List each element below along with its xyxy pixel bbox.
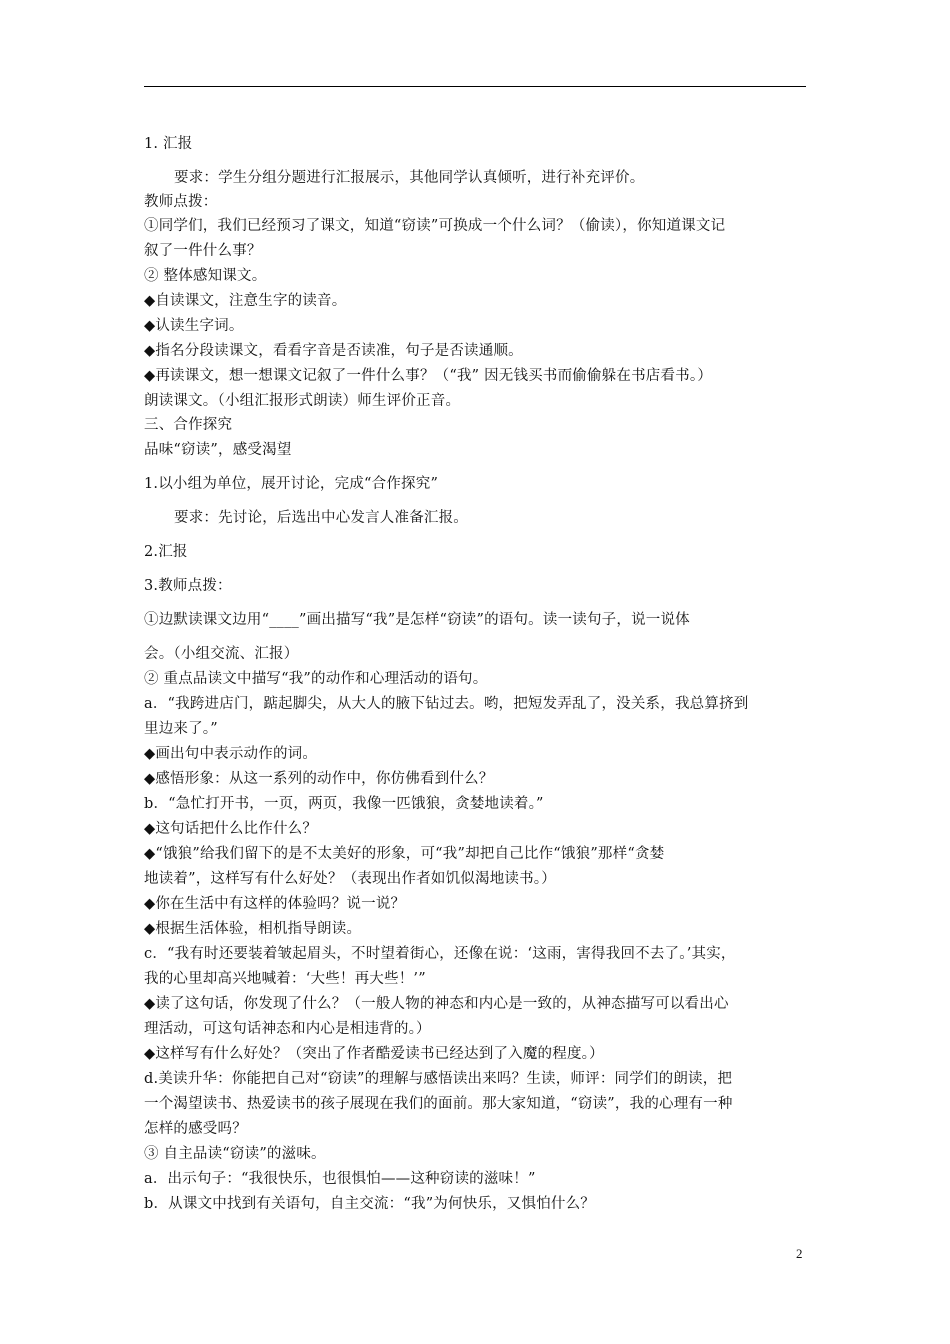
text-line: 我的心里却高兴地喊着：‘大些！再大些！’” <box>144 971 426 987</box>
text-line: b．从课文中找到有关语句，自主交流：“我”为何快乐，又惧怕什么？ <box>144 1196 596 1212</box>
text-line: a．“我跨进店门，踮起脚尖，从大人的腋下钻过去。哟，把短发弄乱了，没关系，我总算挤到 <box>144 696 749 712</box>
text-line: 一个渴望读书、热爱读书的孩子展现在我们的面前。那大家知道，“窃读”，我的心理有一种 <box>144 1096 733 1112</box>
text-line: 叙了一件什么事？ <box>144 243 262 259</box>
teacher-guidance-label: 教师点拨： <box>144 194 218 210</box>
bullet-item: ◆这句话把什么比作什么？ <box>144 821 318 837</box>
text-line: ② 重点品读文中描写“我”的动作和心理活动的语句。 <box>144 671 488 687</box>
text-line: 3.教师点拨： <box>144 578 232 594</box>
text-line: c．“我有时还要装着皱起眉头，不时望着街心，还像在说：‘这雨，害得我回不去了。’其实， <box>144 946 736 962</box>
bullet-item: ◆认读生字词。 <box>144 318 244 334</box>
header-rule <box>144 86 806 87</box>
text-line: 地读着”，这样写有什么好处？（表现出作者如饥似渴地读书。） <box>144 871 556 887</box>
text-line: 朗读课文。（小组汇报形式朗读）师生评价正音。 <box>144 393 461 409</box>
bullet-item: ◆“饿狼”给我们留下的是不太美好的形象，可“我”却把自己比作“饿狼”那样“贪婪 <box>144 846 665 862</box>
text-line: ①同学们，我们已经预习了课文，知道“窃读”可换成一个什么词？（偷读），你知道课文记 <box>144 218 726 234</box>
text-line: 理活动，可这句话神态和内心是相违背的。） <box>144 1021 431 1037</box>
text-line: 怎样的感受吗？ <box>144 1121 247 1137</box>
text-line: 里边来了。” <box>144 721 218 737</box>
requirement-text: 要求：先讨论，后选出中心发言人准备汇报。 <box>174 510 468 526</box>
page-number: 2 <box>796 1246 803 1261</box>
bullet-item: ◆自读课文，注意生字的读音。 <box>144 293 347 309</box>
bullet-item: ◆画出句中表示动作的词。 <box>144 746 318 762</box>
text-line: b．“急忙打开书，一页，两页，我像一匹饿狼，贪婪地读着。” <box>144 796 544 812</box>
text-line: ①边默读课文边用“____”画出描写“我”是怎样“窃读”的语句。读一读句子，说一说体 <box>144 612 690 628</box>
text-line: 品味“窃读”，感受渴望 <box>144 442 292 458</box>
section-heading-report: 1. 汇报 <box>144 136 193 152</box>
section-heading-cooperative: 三、合作探究 <box>144 417 233 433</box>
bullet-item: ◆根据生活体验，相机指导朗读。 <box>144 921 362 937</box>
text-line: 会。（小组交流、汇报） <box>144 646 299 662</box>
bullet-item: ◆你在生活中有这样的体验吗？说一说？ <box>144 896 406 912</box>
text-line: a．出示句子：“我很快乐，也很惧怕——这种窃读的滋味！” <box>144 1171 536 1187</box>
bullet-item: ◆感悟形象：从这一系列的动作中，你仿佛看到什么？ <box>144 771 494 787</box>
bullet-item: ◆读了这句话，你发现了什么？（一般人物的神态和内心是一致的，从神态描写可以看出心 <box>144 996 729 1012</box>
text-line: 1.以小组为单位，展开讨论，完成“合作探究” <box>144 476 439 492</box>
text-line: ② 整体感知课文。 <box>144 268 267 284</box>
text-line: d.美读升华：你能把自己对“窃读”的理解与感悟读出来吗？生读，师评：同学们的朗读，把 <box>144 1071 733 1087</box>
text-line: 2.汇报 <box>144 544 188 560</box>
bullet-item: ◆指名分段读课文，看看字音是否读准，句子是否读通顺。 <box>144 343 523 359</box>
bullet-item: ◆这样写有什么好处？（突出了作者酷爱读书已经达到了入魔的程度。） <box>144 1046 604 1062</box>
requirement-text: 要求：学生分组分题进行汇报展示，其他同学认真倾听，进行补充评价。 <box>174 170 645 186</box>
bullet-item: ◆再读课文，想一想课文记叙了一件什么事？（“我” 因无钱买书而偷偷躲在书店看书。） <box>144 368 713 384</box>
text-line: ③ 自主品读“窃读”的滋味。 <box>144 1146 326 1162</box>
